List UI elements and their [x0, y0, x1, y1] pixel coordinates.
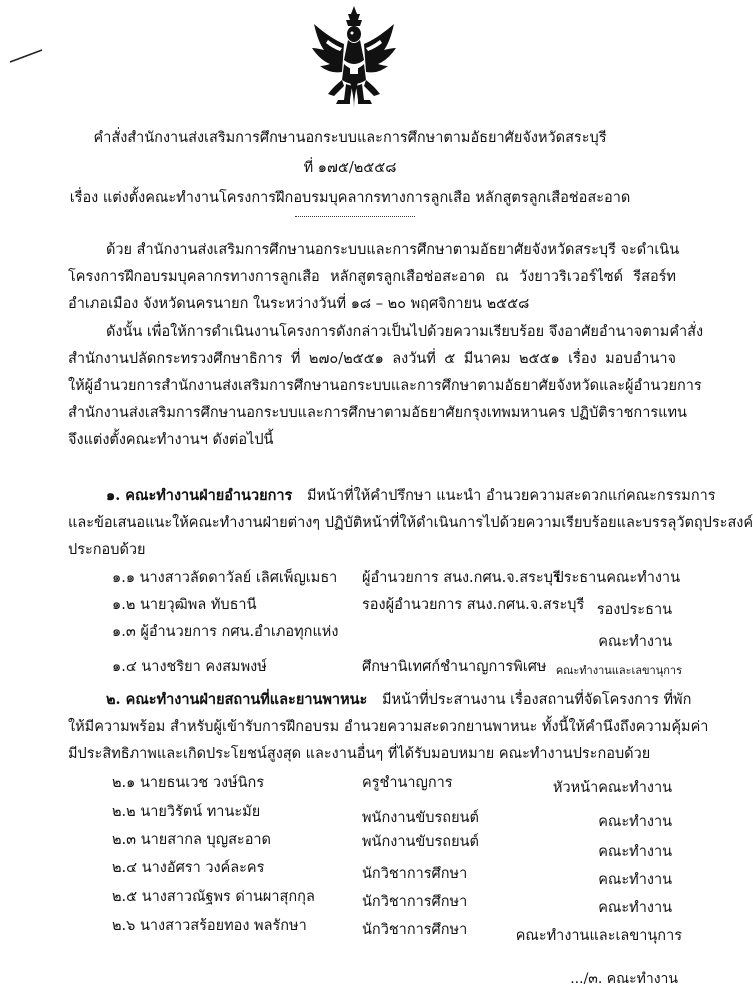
- order-subject: เรื่อง แต่งตั้งคณะทำงานโครงการฝึกอบรมบุคลากรทางการลูกเสือ หลักสูตรลูกเสือช่อสะอาด: [69, 190, 631, 206]
- intro-p2-line-3: ให้ผู้อำนวยการสำนักงานส่งเสริมการศึกษานอกระบบและการศึกษาตามอัธยาศัยจังหวัดและผู้อำนวยการ: [68, 378, 702, 394]
- dotted-separator: [295, 216, 415, 217]
- member-role: คณะทำงาน: [598, 844, 672, 860]
- section2-line-2: ให้มีความพร้อม สำหรับผู้เข้ารับการฝึกอบรม อำนวยความสะดวกยานพาหนะ ทั้งนี้ให้คำนึงถึงความคุ้มค่า: [68, 719, 709, 735]
- member-position: นักวิชาการศึกษา: [362, 922, 468, 938]
- member-name: ๑.๑ นางสาวลัดดาวัลย์ เลิศเพ็ญเมธา: [112, 570, 338, 586]
- member-position: ศึกษานิเทศก์ชำนาญการพิเศษ: [362, 659, 547, 675]
- member-role: คณะทำงานและเลขานุการ: [555, 664, 682, 677]
- intro-p2-line-4: สำนักงานส่งเสริมการศึกษานอกระบบและการศึกษาตามอัธยาศัยกรุงเทพมหานคร ปฏิบัติราชการแทน: [68, 405, 687, 421]
- margin-pen-mark: [8, 48, 44, 64]
- member-role: คณะทำงาน: [598, 872, 672, 888]
- member-role: คณะทำงาน: [598, 814, 672, 830]
- continued-footer: .../๓. คณะทำงาน: [570, 971, 678, 987]
- garuda-emblem: [308, 4, 400, 114]
- member-role: คณะทำงาน: [598, 900, 672, 916]
- intro-p1-line-3: อำเภอเมือง จังหวัดนครนายก ในระหว่างวันที่ ๑๘ – ๒๐ พฤศจิกายน ๒๕๕๘: [68, 296, 530, 312]
- member-position: นักวิชาการศึกษา: [362, 894, 468, 910]
- member-role: คณะทำงานและเลขานุการ: [515, 928, 682, 944]
- member-role: หัวหน้าคณะทำงาน: [552, 780, 672, 796]
- member-role: คณะทำงาน: [598, 634, 672, 650]
- member-role: ประธานคณะทำงาน: [554, 570, 680, 586]
- section2-line-1: มีหน้าที่ประสานงาน เรื่องสถานที่จัดโครงการ ที่พัก: [381, 692, 692, 708]
- member-name: ๑.๔ นางชริยา คงสมพงษ์: [112, 659, 267, 675]
- order-number: ที่ ๑๗๕/๒๕๕๘: [303, 160, 397, 176]
- member-name: ๒.๒ นายวิรัตน์ ทานะมัย: [112, 804, 261, 820]
- section1-line-1: มีหน้าที่ให้คำปรึกษา แนะนำ อำนวยความสะดวกแก่คณะกรรมการ: [306, 488, 716, 504]
- member-position: ผู้อำนวยการ สนง.กศน.จ.สระบุรี: [362, 570, 561, 586]
- member-position: นักวิชาการศึกษา: [362, 866, 468, 882]
- member-position: ครูชำนาญการ: [362, 775, 453, 791]
- member-name: ๑.๒ นายวุฒิพล ทับธานี: [112, 597, 257, 613]
- section2-heading: [106, 688, 691, 711]
- section2-title: ๒. คณะทำงานฝ่ายสถานที่และยานพาหนะ: [106, 691, 368, 708]
- member-name: ๒.๕ นางสาวณัฐพร ด่านผาสุกกุล: [112, 889, 315, 905]
- section1-line-2: และข้อเสนอแนะให้คณะทำงานฝ่ายต่างๆ ปฏิบัติหน้าที่ให้ดำเนินการไปด้วยความเรียบร้อยและบรรลุวัตถุประสงค์: [68, 515, 753, 531]
- section1-heading: [106, 484, 716, 507]
- intro-p1-line-2: โครงการฝึกอบรมบุคลากรทางการลูกเสือ หลักสูตรลูกเสือช่อสะอาด ณ วังยาวริเวอร์ไซด์ รีสอร์ท: [68, 269, 676, 285]
- order-title: คำสั่งสำนักงานส่งเสริมการศึกษานอกระบบและการศึกษาตามอัธยาศัยจังหวัดสระบุรี: [93, 130, 607, 146]
- intro-p2-line-1: ดังนั้น เพื่อให้การดำเนินงานโครงการดังกล่าวเป็นไปด้วยความเรียบร้อย จึงอาศัยอำนาจตามคำสั่ง: [106, 324, 704, 340]
- member-position: พนักงานขับรถยนต์: [362, 834, 479, 850]
- member-name: ๒.๖ นางสาวสร้อยทอง พลรักษา: [112, 918, 307, 934]
- section2-line-3: มีประสิทธิภาพและเกิดประโยชน์สูงสุด และงานอื่นๆ ที่ได้รับมอบหมาย คณะทำงานประกอบด้วย: [68, 746, 651, 762]
- member-position: พนักงานขับรถยนต์: [362, 810, 479, 826]
- section1-title: ๑. คณะทำงานฝ่ายอำนวยการ: [106, 487, 293, 504]
- member-name: ๑.๓ ผู้อำนวยการ กศน.อำเภอทุกแห่ง: [112, 624, 339, 640]
- intro-p2-line-2: สำนักงานปลัดกระทรวงศึกษาธิการ ที่ ๒๗๐/๒๕๕๑ ลงวันที่ ๕ มีนาคม ๒๕๕๑ เรื่อง มอบอำนาจ: [68, 351, 676, 367]
- member-name: ๒.๓ นายสากล บุญสะอาด: [112, 832, 271, 848]
- intro-p1-line-1: ด้วย สำนักงานส่งเสริมการศึกษานอกระบบและการศึกษาตามอัธยาศัยจังหวัดสระบุรี จะดำเนิน: [106, 242, 680, 258]
- member-name: ๒.๔ นางอัศรา วงค์ละคร: [112, 860, 265, 876]
- intro-p2-line-5: จึงแต่งตั้งคณะทำงานฯ ดังต่อไปนี้: [68, 432, 274, 448]
- member-role: รองประธาน: [596, 602, 672, 618]
- section1-line-3: ประกอบด้วย: [68, 542, 146, 558]
- member-position: รองผู้อำนวยการ สนง.กศน.จ.สระบุรี: [362, 597, 585, 613]
- member-name: ๒.๑ นายธนเวช วงษ์นิกร: [112, 775, 265, 791]
